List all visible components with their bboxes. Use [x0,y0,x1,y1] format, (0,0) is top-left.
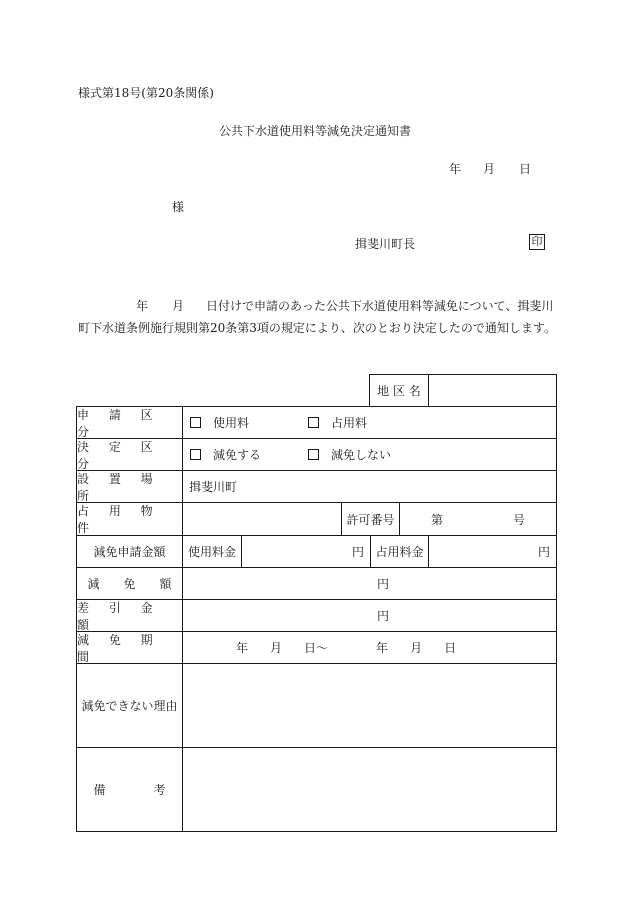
remarks-field[interactable] [183,748,556,831]
reason-field[interactable] [183,664,556,747]
requested-amount-label: 減免申請金額 [93,545,166,559]
application-type-label: 申 請 区 分 [77,407,161,439]
notice-body-line1: 年 月 日付けで申請のあった公共下水道使用料等減免について、揖斐川 [136,299,554,313]
district-label: 地 区 名 [377,384,421,398]
issue-date [449,162,531,176]
addressee-suffix: 様 [172,200,185,214]
page-title: 公共下水道使用料等減免決定通知書 [218,124,411,138]
district-field[interactable] [429,375,556,406]
location-label: 設 置 場 所 [77,471,161,503]
decision-type-label: 決 定 区 分 [77,439,161,471]
issuer-name: 揖斐川町長 [355,237,416,251]
occupied-item-field[interactable] [183,503,341,535]
option-occupancy-fee[interactable]: 占用料 [308,414,367,431]
option-not-reduce[interactable]: 減免しない [308,446,391,463]
option-reduce[interactable]: 減免する [190,446,308,463]
notice-body [78,295,562,339]
usage-fee-field[interactable]: 円 [351,545,364,559]
date-day: 日 [519,162,532,176]
balance-amount-field[interactable]: 円 [376,609,389,623]
checkbox-icon[interactable] [308,417,319,428]
balance-amount-label: 差 引 金 額 [77,600,161,632]
checkbox-icon[interactable] [190,449,201,460]
usage-fee-label: 使用料金 [187,545,236,559]
date-year: 年 [449,162,462,176]
reduction-amount-field[interactable]: 円 [376,577,389,591]
checkbox-icon[interactable] [308,449,319,460]
permit-number-field[interactable]: 第 号 [430,512,526,527]
remarks-label: 備 考 [93,783,166,797]
application-type-options [190,407,550,438]
reduction-period-field[interactable]: 年 月 日～ 年 月 日 [236,641,457,655]
checkbox-icon[interactable] [190,417,201,428]
reduction-period-label: 減 免 期 間 [77,632,161,664]
form-number: 様式第18号(第20条関係) [78,86,214,100]
notice-body-line2: 町下水道条例施行規則第20条第3項の規定により、次のとおり決定したので通知します。 [78,321,556,335]
seal-mark: 印 [529,234,545,250]
occupancy-fee-label: 占用料金 [375,545,424,559]
permit-number-label: 許可番号 [346,512,395,527]
occupied-item-label: 占 用 物 件 [77,504,161,535]
decision-type-options [190,439,550,470]
location-value[interactable]: 揖斐川町 [189,480,238,494]
date-month: 月 [483,162,496,176]
reduction-amount-label: 減 免 額 [87,577,172,591]
reason-label: 減免できない理由 [81,699,178,713]
occupancy-fee-field[interactable]: 円 [537,545,550,559]
option-usage-fee[interactable]: 使用料 [190,414,308,431]
